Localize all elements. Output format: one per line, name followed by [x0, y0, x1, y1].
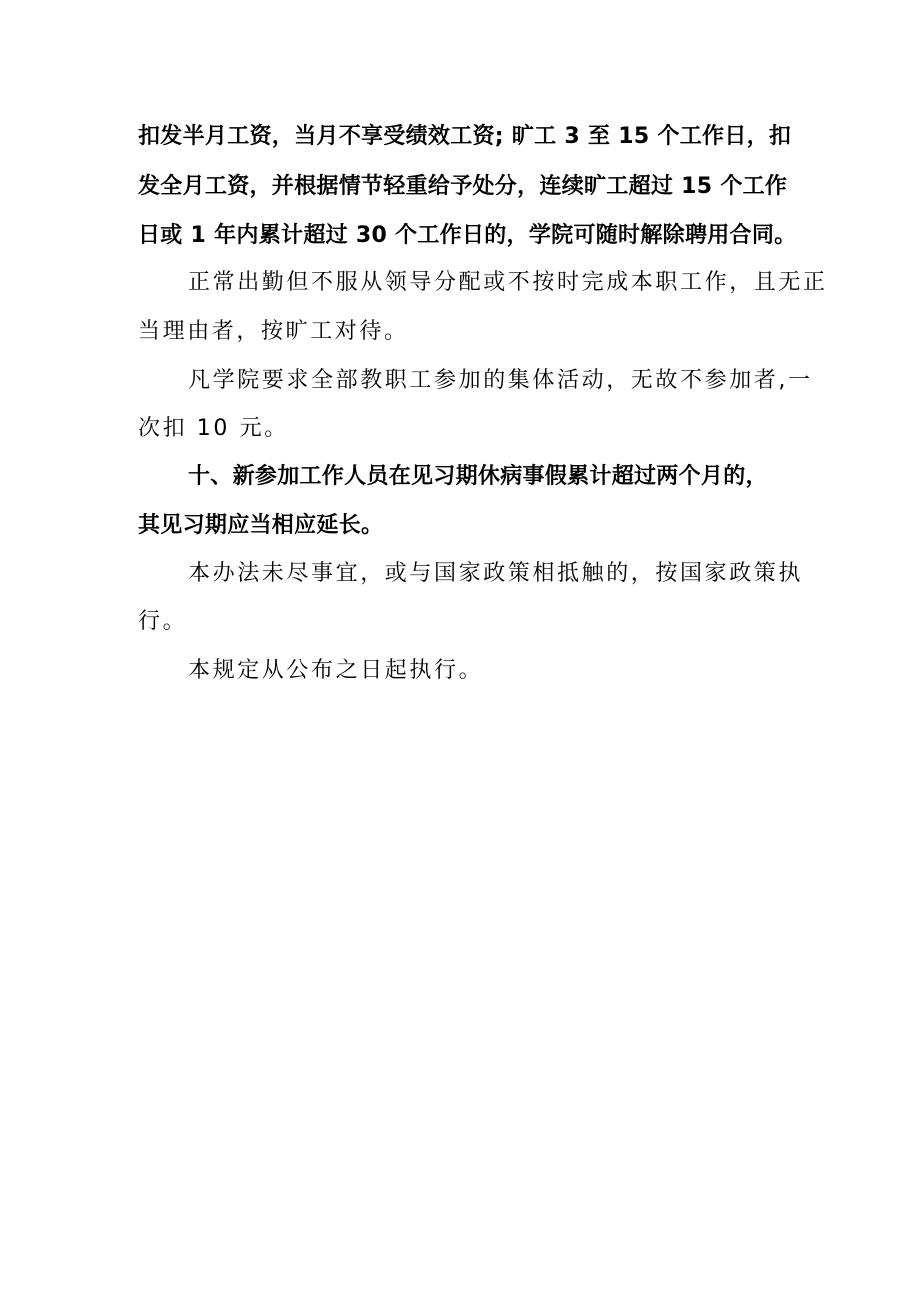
text-line-9: 其见习期应当相应延长。 [138, 513, 384, 538]
text-line-4: 正常出勤但不服从领导分配或不按时完成本职工作，且无正 [188, 270, 828, 295]
text-line-2: 发全月工资，并根据情节轻重给予处分，连续旷工超过 15 个工作 [138, 174, 788, 199]
text-line-10: 本办法未尽事宜，或与国家政策相抵触的，按国家政策执 [188, 561, 804, 586]
text-line-6: 凡学院要求全部教职工参加的集体活动，无故不参加者,一 [188, 368, 813, 393]
text-line-1: 扣发半月工资，当月不享受绩效工资; 旷工 3 至 15 个工作日，扣 [138, 124, 792, 149]
text-line-5: 当理由者，按旷工对待。 [138, 319, 409, 344]
text-line-8: 十、新参加工作人员在见习期休病事假累计超过两个月的， [188, 464, 768, 489]
text-line-3: 日或 1 年内累计超过 30 个工作日的，学院可随时解除聘用合同。 [138, 223, 797, 248]
text-line-11: 行。 [138, 609, 188, 634]
text-line-7: 次扣 10 元。 [138, 416, 289, 441]
text-line-12: 本规定从公布之日起执行。 [188, 658, 484, 683]
